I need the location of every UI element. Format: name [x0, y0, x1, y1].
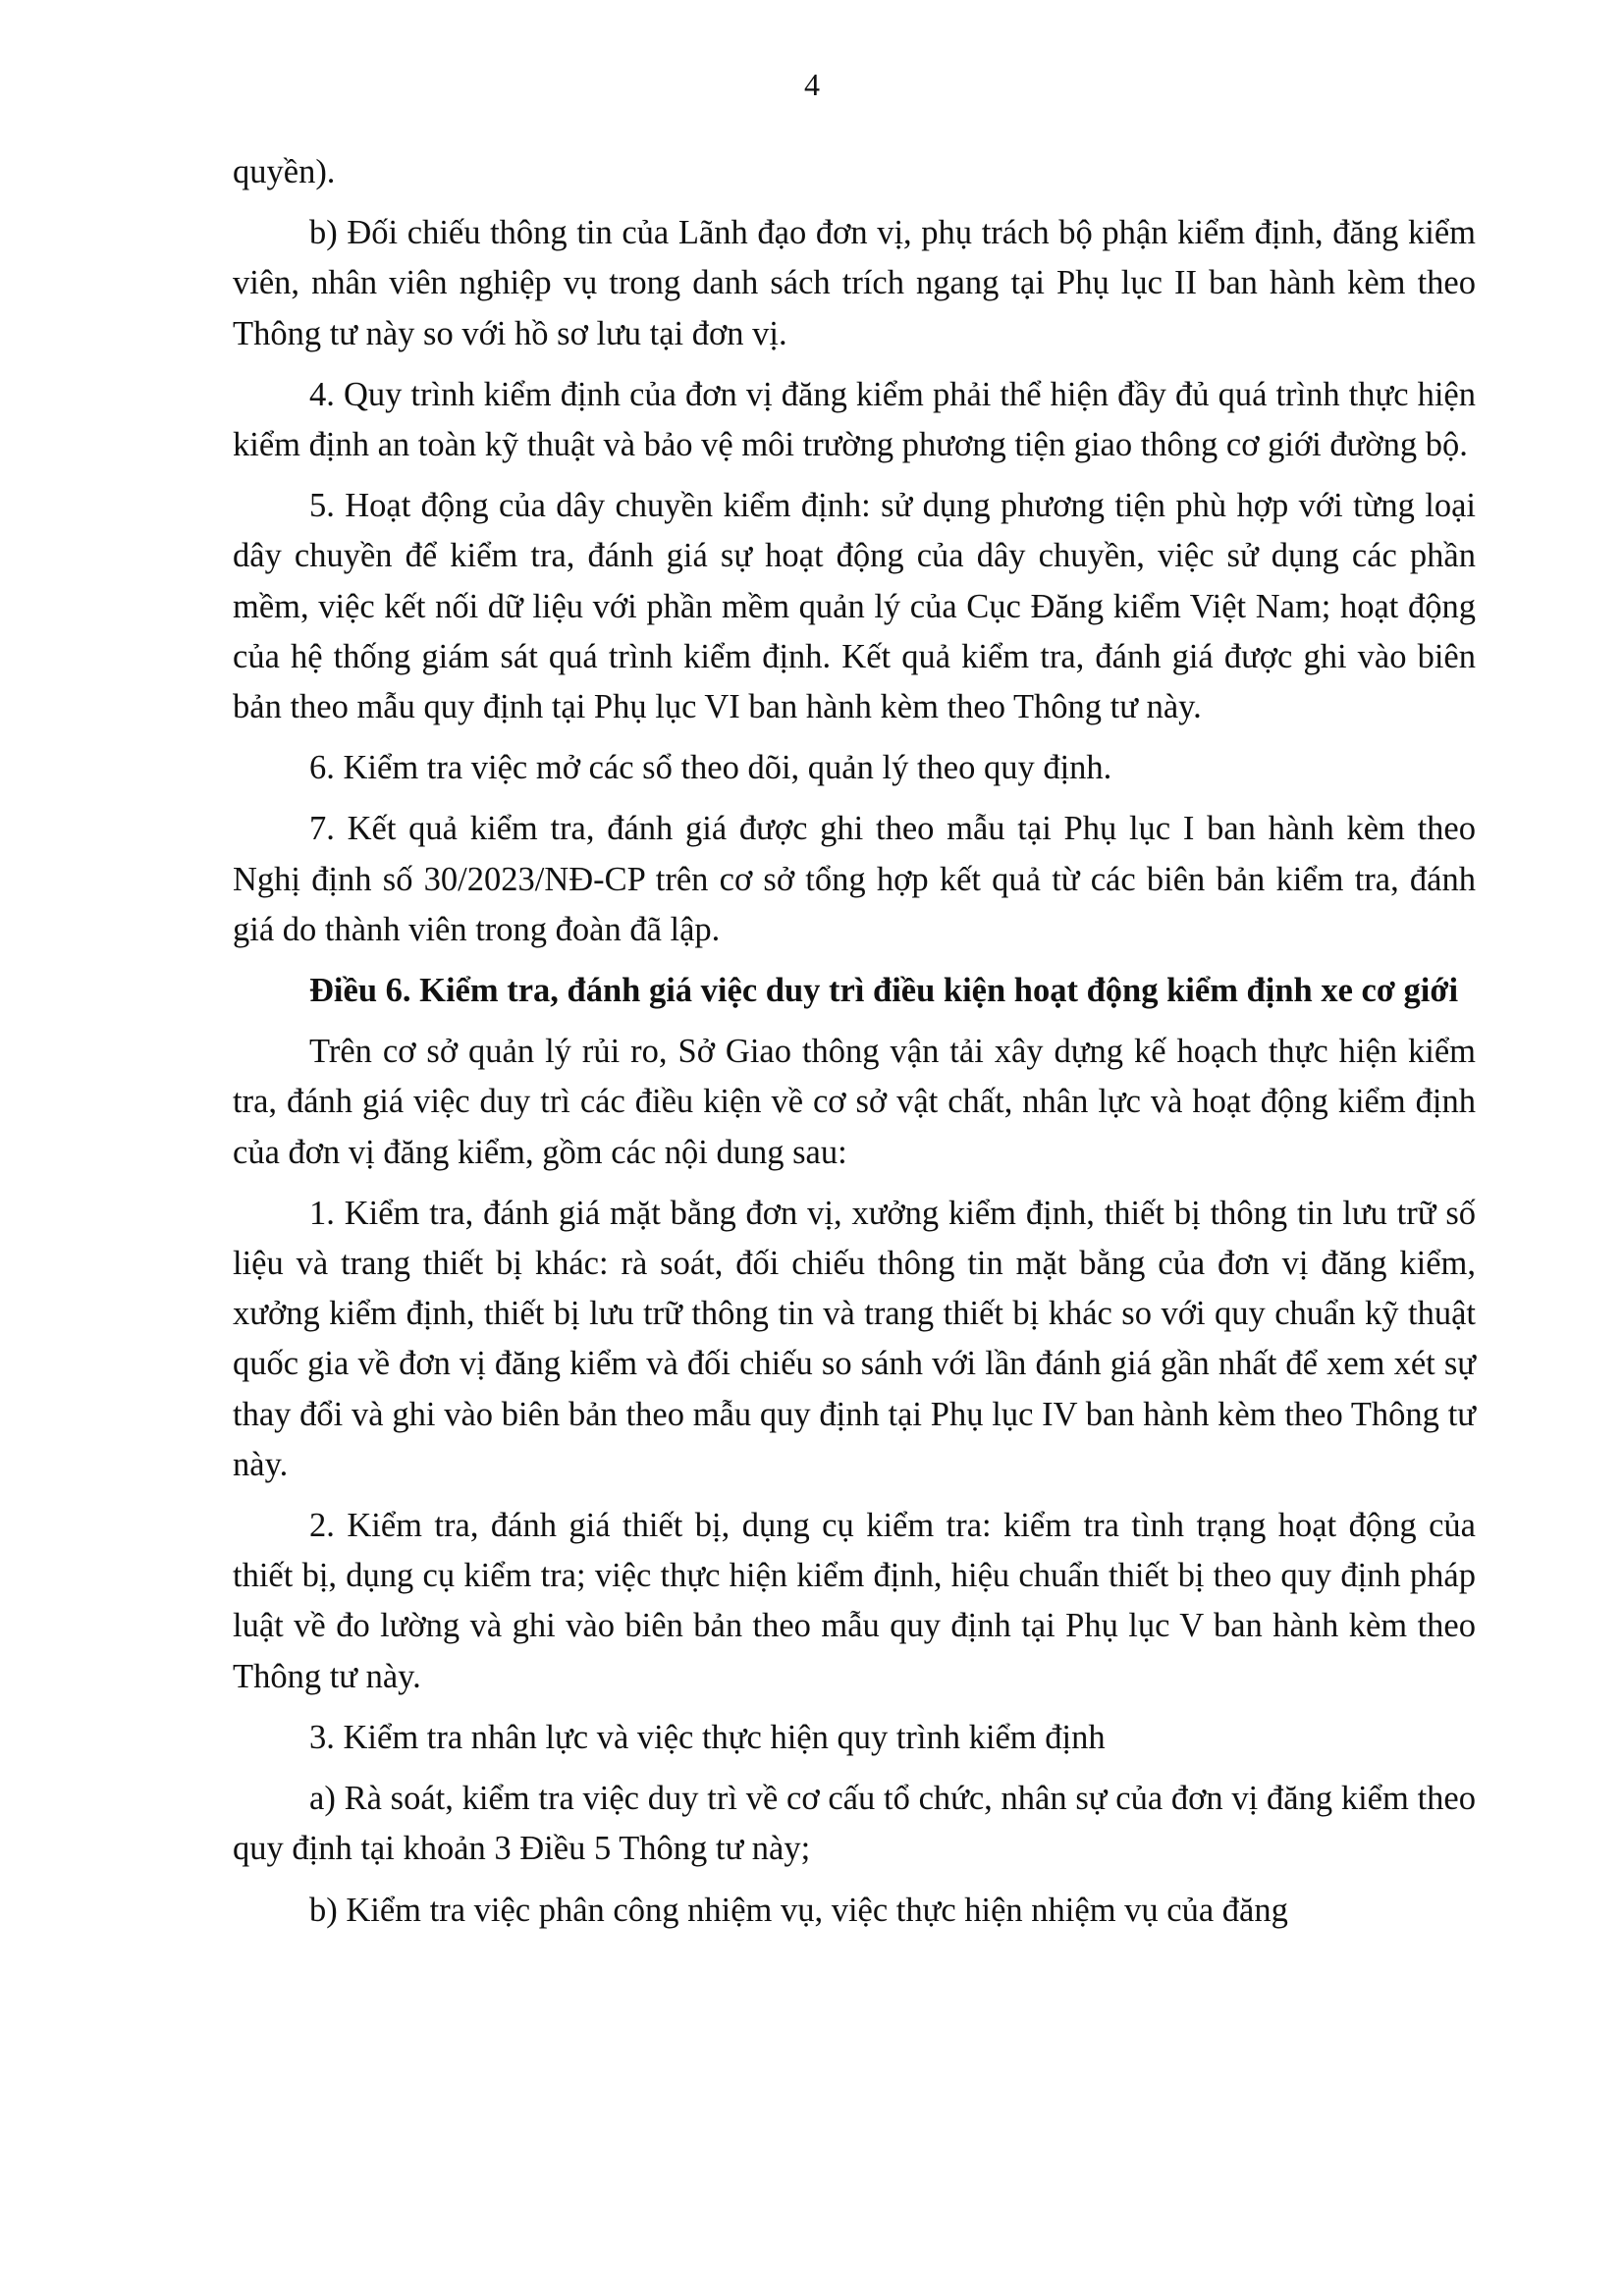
article-6-item-3: 3. Kiểm tra nhân lực và việc thực hiện quy trình kiểm định — [309, 1718, 1106, 1756]
paragraph-3b: b) Đối chiếu thông tin của Lãnh đạo đơn vị, phụ trách bộ phận kiểm định, đăng kiểm viên, nhân viên nghiệp vụ trong danh sách trích ngang tại Phụ lục II ban hành kèm theo Thông tư này so với hồ sơ lưu tại đơn vị. — [233, 214, 1476, 352]
document-body — [233, 147, 1476, 1947]
paragraph-continuation: quyền). — [233, 153, 336, 190]
article-6-heading: Điều 6. Kiểm tra, đánh giá việc duy trì điều kiện hoạt động kiểm định xe cơ giới — [309, 972, 1459, 1010]
article-6-item-1: 1. Kiểm tra, đánh giá mặt bằng đơn vị, xưởng kiểm định, thiết bị thông tin lưu trữ số liệu và trang thiết bị khác: rà soát, đối chiếu thông tin mặt bằng của đơn vị đăng kiểm, xưởng kiểm định, thiết bị lưu trữ thông tin và trang thiết bị khác so với quy chuẩn kỹ thuật quốc gia về đơn vị đăng kiểm và đối chiếu so sánh với lần đánh giá gần nhất để xem xét sự thay đổi và ghi vào biên bản theo mẫu quy định tại Phụ lục IV ban hành kèm theo Thông tư này. — [233, 1194, 1476, 1483]
paragraph-item-4: 4. Quy trình kiểm định của đơn vị đăng kiểm phải thể hiện đầy đủ quá trình thực hiện kiểm định an toàn kỹ thuật và bảo vệ môi trường phương tiện giao thông cơ giới đường bộ. — [233, 375, 1476, 464]
article-6-intro: Trên cơ sở quản lý rủi ro, Sở Giao thông vận tải xây dựng kế hoạch thực hiện kiểm tra, đánh giá việc duy trì các điều kiện về cơ sở vật chất, nhân lực và hoạt động kiểm định của đơn vị đăng kiểm, gồm các nội dung sau: — [233, 1033, 1476, 1171]
article-6-item-3a: a) Rà soát, kiểm tra việc duy trì về cơ cấu tổ chức, nhân sự của đơn vị đăng kiểm theo quy định tại khoản 3 Điều 5 Thông tư này; — [233, 1780, 1476, 1868]
article-6-item-3b: b) Kiểm tra việc phân công nhiệm vụ, việc thực hiện nhiệm vụ của đăng — [309, 1891, 1288, 1929]
article-6-item-2: 2. Kiểm tra, đánh giá thiết bị, dụng cụ kiểm tra: kiểm tra tình trạng hoạt động của thiết bị, dụng cụ kiểm tra; việc thực hiện kiểm định, hiệu chuẩn thiết bị theo quy định pháp luật về đo lường và ghi vào biên bản theo mẫu quy định tại Phụ lục V ban hành kèm theo Thông tư này. — [233, 1507, 1476, 1695]
paragraph-item-6: 6. Kiểm tra việc mở các sổ theo dõi, quản lý theo quy định. — [309, 749, 1112, 787]
page-number: 4 — [804, 67, 820, 102]
paragraph-item-7: 7. Kết quả kiểm tra, đánh giá được ghi theo mẫu tại Phụ lục I ban hành kèm theo Nghị định số 30/2023/NĐ-CP trên cơ sở tổng hợp kết quả từ các biên bản kiểm tra, đánh giá do thành viên trong đoàn đã lập. — [233, 810, 1476, 948]
paragraph-item-5: 5. Hoạt động của dây chuyền kiểm định: sử dụng phương tiện phù hợp với từng loại dây chuyền để kiểm tra, đánh giá sự hoạt động của dây chuyền, việc sử dụng các phần mềm, việc kết nối dữ liệu với phần mềm quản lý của Cục Đăng kiểm Việt Nam; hoạt động của hệ thống giám sát quá trình kiểm định. Kết quả kiểm tra, đánh giá được ghi vào biên bản theo mẫu quy định tại Phụ lục VI ban hành kèm theo Thông tư này. — [233, 487, 1476, 726]
